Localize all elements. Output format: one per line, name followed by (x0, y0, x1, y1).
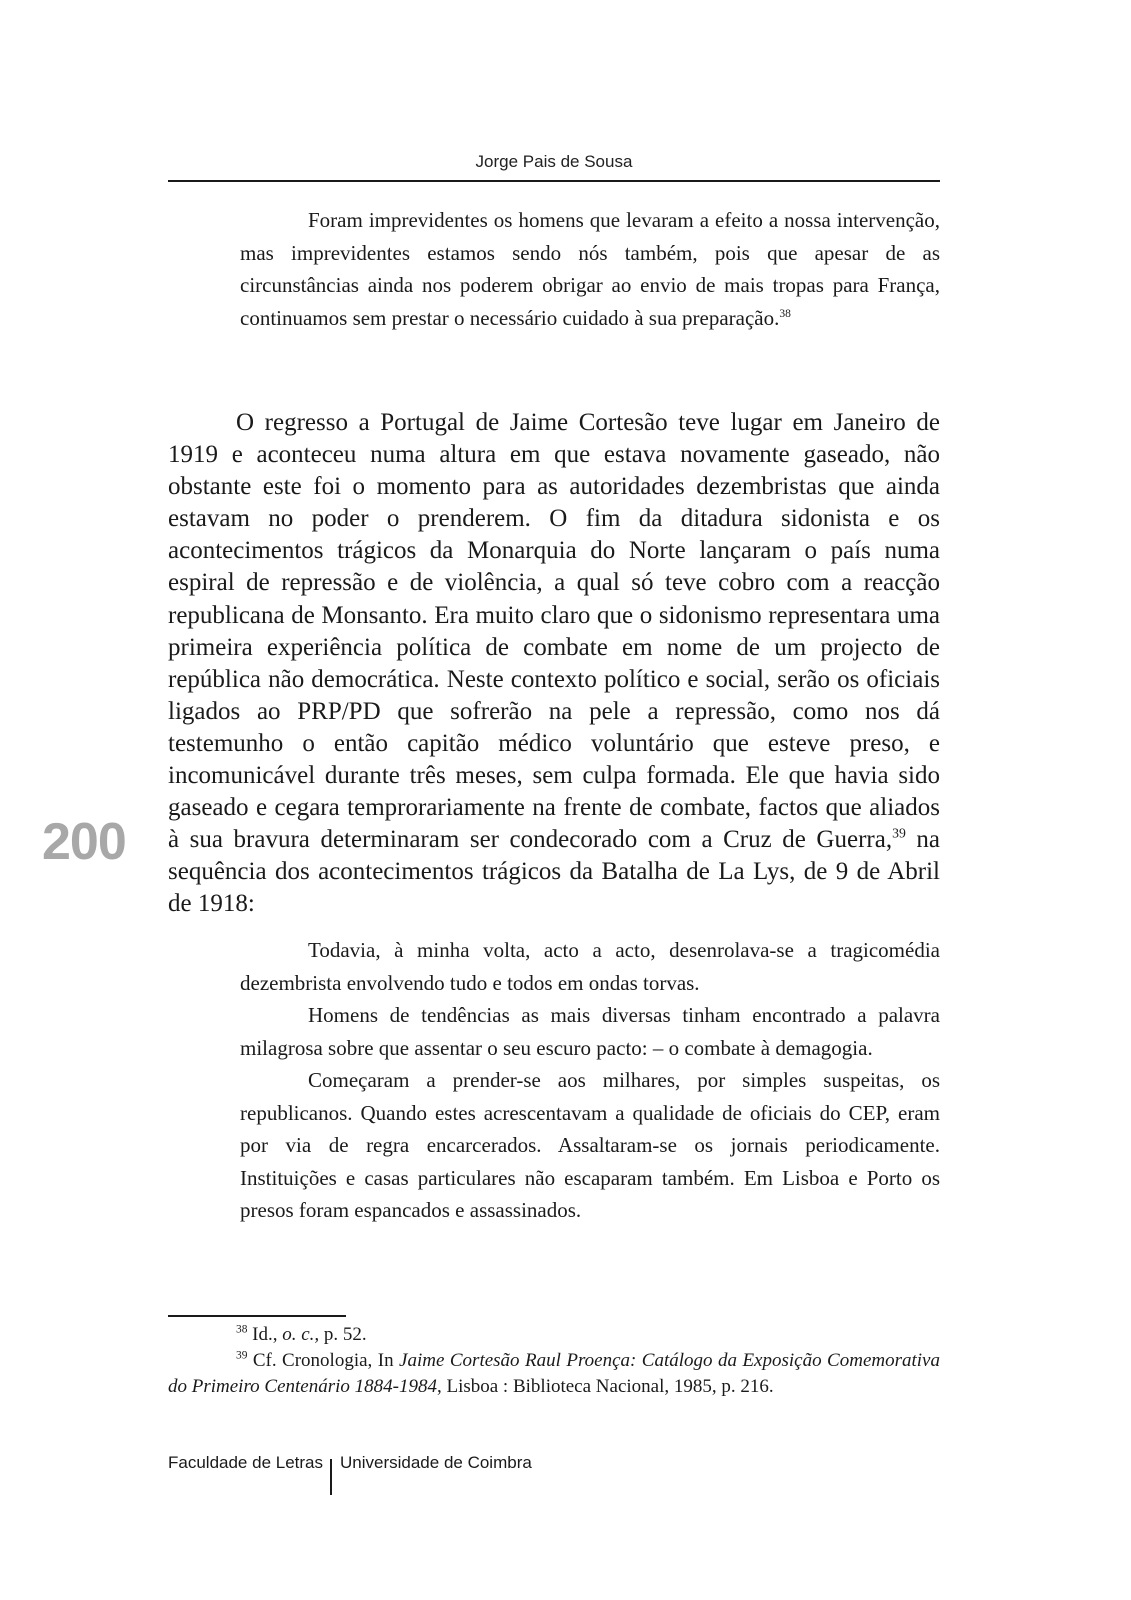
footnote-38: $^{38}$ Id., o. c., p. 52. (236, 1323, 367, 1345)
footer-university: Universidade de Coimbra (340, 1453, 532, 1472)
block-quote-2-paragraph-2: Homens de tendências as mais diversas tinham encontrado a palavra milagrosa sobre que assentar o seu escuro pacto: – o combate à demagogia. (240, 1003, 940, 1060)
footer-separator (330, 1459, 332, 1495)
footnote-ref-39[interactable]: 39 (892, 825, 906, 841)
page-footer (168, 1453, 532, 1495)
footnote-39: $^{39}$ Cf. Cronologia, In Jaime Cortesão Raul Proença: Catálogo da Exposição Comemorativa do Primeiro Centenário 1884-1984, Lisboa : Biblioteca Nacional, 1985, p. 216. (168, 1349, 940, 1397)
block-quote-2-paragraph-3: Começaram a prender-se aos milhares, por simples suspeitas, os republicanos. Quando estes acrescentavam a qualidade de oficiais do CEP, eram por via de regra encarcerados. Assaltaram-se os jornais periodicamente. Instituições e casas particulares não escaparam também. Em Lisboa e Porto os presos foram espancados e assassinados. (240, 1068, 940, 1222)
block-quote-2-paragraph-1: Todavia, à minha volta, acto a acto, desenrolava-se a tragicomédia dezembrista envolvendo tudo e todos em ondas torvas. (240, 938, 940, 995)
block-quote-2 (240, 934, 940, 1227)
footnote-separator (168, 1315, 346, 1317)
header-rule (168, 180, 940, 182)
footnote-39-title: Jaime Cortesão Raul Proença: Catálogo da Exposição Comemorativa do Primeiro Centenário 1884-1984 (168, 1350, 940, 1397)
page-number: 200 (42, 813, 126, 871)
block-quote-1 (240, 204, 940, 334)
footnotes (168, 1322, 940, 1400)
footer-faculty: Faculdade de Letras (168, 1453, 323, 1472)
running-head-author: Jorge Pais de Sousa (475, 152, 633, 171)
block-quote-1-paragraph: Foram imprevidentes os homens que levaram a efeito a nossa intervenção, mas imprevidentes estamos sendo nós também, pois que apesar de as circunstâncias ainda nos poderem obrigar ao envio de mais tropas para França, continuamos sem prestar o necessário cuidado à sua preparação.$^{38}$ (240, 208, 940, 330)
main-paragraph (168, 407, 940, 921)
footnote-ref-38[interactable]: 38 (779, 307, 791, 320)
main-paragraph-text: O regresso a Portugal de Jaime Cortesão teve lugar em Janeiro de 1919 e aconteceu numa altura em que estava novamente gaseado, não obstante este foi o momento para as autoridades dezembristas que ainda estavam no poder o prenderem. O fim da ditadura sidonista e os acontecimentos trágicos da Monarquia do Norte lançaram o país numa espiral de repressão e de violência, a qual só teve cobro com a reacção republicana de Monsanto. Era muito claro que o sidonismo representara uma primeira experiência política de combate em nome de um projecto de república não democrática. Neste contexto político e social, serão os oficiais ligados ao PRP/PD que sofrerão na pele a repressão, como nos dá testemunho o então capitão médico voluntário que esteve preso, e incomunicável durante três meses, sem culpa formada. Ele que havia sido gaseado e cegara temprorariamente na frente de combate, factos que aliados à sua bravura determinaram ser condecorado com a Cruz de Guerra,$^{39}$ na sequência dos acontecimentos trágicos da Batalha de La Lys, de 9 de Abril de 1918: (168, 409, 940, 918)
